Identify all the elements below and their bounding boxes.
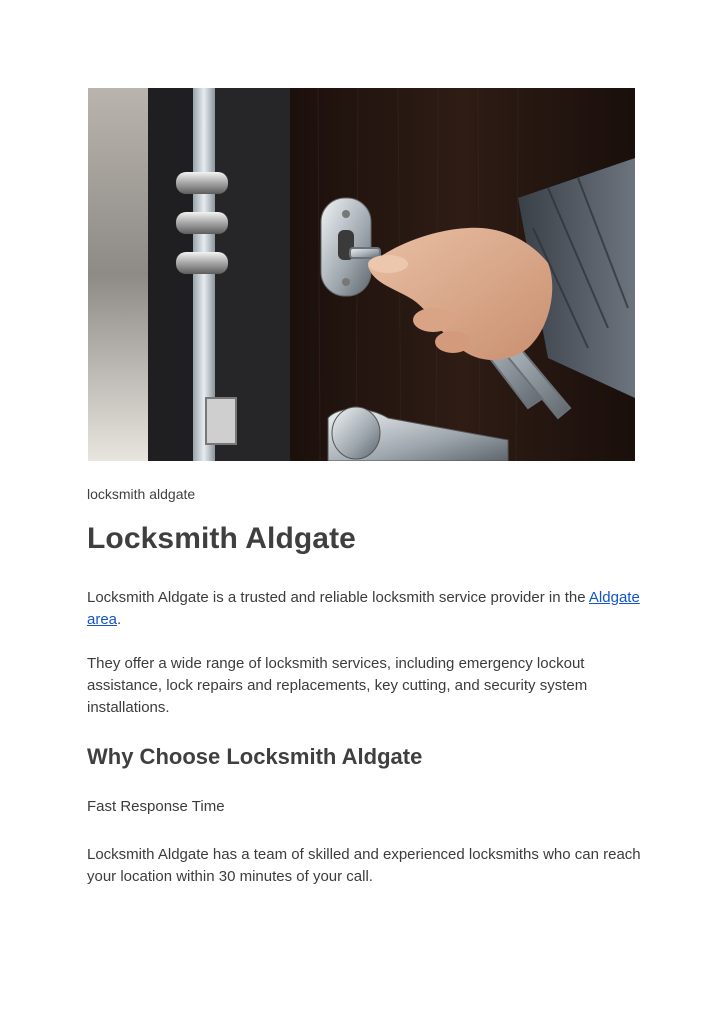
aldgate-area-link[interactable]: Aldgate area xyxy=(87,589,640,628)
intro-paragraph xyxy=(87,587,647,631)
response-paragraph: Locksmith Aldgate has a team of skilled and experienced locksmiths who can reach your location within 30 minutes of your call. xyxy=(87,846,641,885)
subheading: Fast Response Time xyxy=(87,798,225,815)
image-caption: locksmith aldgate xyxy=(87,486,196,502)
section-heading: Why Choose Locksmith Aldgate xyxy=(87,744,423,769)
intro-text-end: . xyxy=(117,611,122,628)
hero-image xyxy=(88,88,635,461)
page-title: Locksmith Aldgate xyxy=(87,522,356,555)
intro-text: Locksmith Aldgate is a trusted and reliable locksmith service provider in the xyxy=(87,589,589,606)
services-paragraph: They offer a wide range of locksmith services, including emergency lockout assistance, lock repairs and replacements, key cutting, and security system installations. xyxy=(87,655,588,716)
door-lock-illustration xyxy=(88,88,635,461)
